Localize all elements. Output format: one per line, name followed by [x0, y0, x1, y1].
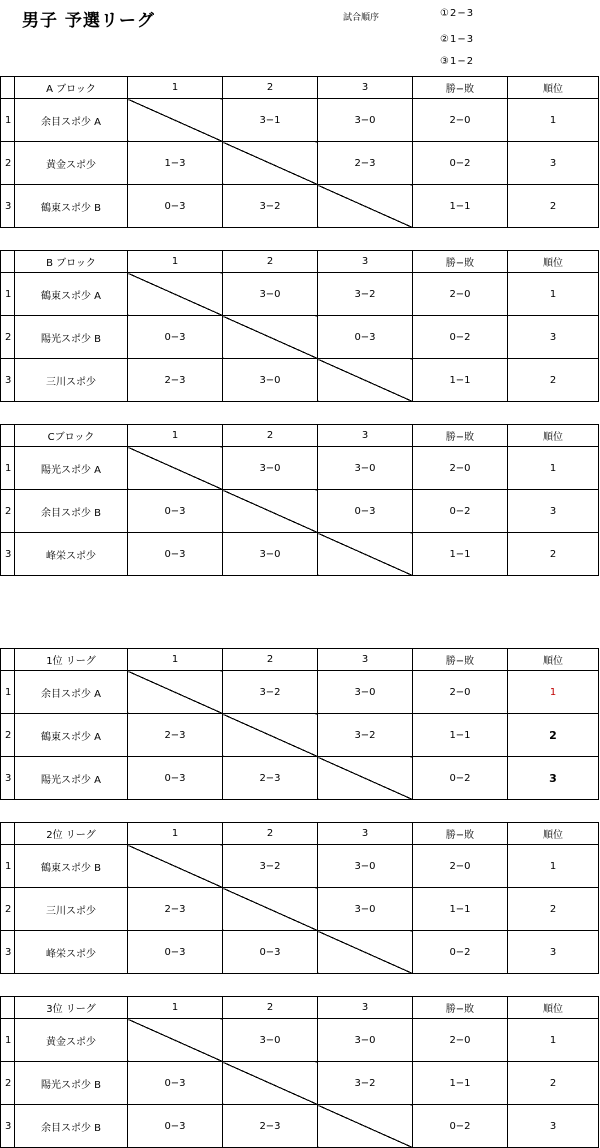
team-name: 三川スポ少	[15, 888, 128, 931]
table-header-row	[1, 997, 599, 1019]
block-name: 1位 リーグ	[15, 649, 128, 671]
league-block	[0, 250, 600, 402]
result-vs-1: 0−3	[128, 533, 223, 576]
win-loss: 0−2	[413, 931, 508, 974]
row-number: 3	[1, 359, 15, 402]
result-vs-1: 0−3	[128, 757, 223, 800]
column-header: 2	[223, 251, 318, 273]
win-loss: 1−1	[413, 888, 508, 931]
table-row	[1, 1019, 599, 1062]
column-header: 順位	[508, 823, 599, 845]
row-number: 1	[1, 273, 15, 316]
self-match-cell	[223, 714, 318, 757]
table-row	[1, 714, 599, 757]
team-name: 陽光スポ少 A	[15, 757, 128, 800]
result-vs-2: 2−3	[223, 1105, 318, 1148]
win-loss: 1−1	[413, 533, 508, 576]
result-vs-2: 3−2	[223, 185, 318, 228]
rank: 2	[508, 185, 599, 228]
result-vs-2: 3−0	[223, 1019, 318, 1062]
table-header-row	[1, 251, 599, 273]
table-row	[1, 845, 599, 888]
column-header: 1	[128, 997, 223, 1019]
self-match-cell	[223, 490, 318, 533]
self-match-cell	[223, 888, 318, 931]
self-match-cell	[223, 1062, 318, 1105]
result-vs-2: 3−0	[223, 273, 318, 316]
block-name: Cブロック	[15, 425, 128, 447]
block-name: A ブロック	[15, 77, 128, 99]
self-match-cell	[128, 1019, 223, 1062]
table-row	[1, 359, 599, 402]
column-header: 勝−敗	[413, 997, 508, 1019]
result-vs-1: 2−3	[128, 714, 223, 757]
rank: 2	[508, 533, 599, 576]
rank: 3	[508, 757, 599, 800]
row-number: 2	[1, 490, 15, 533]
self-match-cell	[318, 757, 413, 800]
win-loss: 0−2	[413, 142, 508, 185]
column-header: 3	[318, 77, 413, 99]
rank: 2	[508, 714, 599, 757]
team-name: 鶴東スポ少 A	[15, 273, 128, 316]
self-match-cell	[128, 845, 223, 888]
header-corner-cell	[1, 649, 15, 671]
match-order-label: 試合順序	[343, 13, 380, 23]
league-table	[0, 76, 599, 228]
row-number: 3	[1, 185, 15, 228]
win-loss: 1−1	[413, 714, 508, 757]
self-match-cell	[318, 533, 413, 576]
win-loss: 0−2	[413, 757, 508, 800]
row-number: 2	[1, 1062, 15, 1105]
league-block	[0, 822, 600, 974]
self-match-cell	[128, 273, 223, 316]
header-corner-cell	[1, 997, 15, 1019]
result-vs-1: 0−3	[128, 316, 223, 359]
result-vs-3: 3−0	[318, 888, 413, 931]
result-vs-3: 3−2	[318, 1062, 413, 1105]
win-loss: 2−0	[413, 273, 508, 316]
team-name: 余目スポ少 B	[15, 490, 128, 533]
match-order-1: ①2−3	[440, 8, 475, 19]
column-header: 2	[223, 649, 318, 671]
table-row	[1, 99, 599, 142]
team-name: 鶴東スポ少 A	[15, 714, 128, 757]
league-block	[0, 648, 600, 800]
rank: 1	[508, 447, 599, 490]
column-header: 3	[318, 649, 413, 671]
column-header: 1	[128, 823, 223, 845]
column-header: 1	[128, 425, 223, 447]
column-header: 勝−敗	[413, 425, 508, 447]
row-number: 2	[1, 714, 15, 757]
rank: 1	[508, 273, 599, 316]
result-vs-3: 3−0	[318, 1019, 413, 1062]
column-header: 順位	[508, 649, 599, 671]
match-order-3: ③1−2	[440, 56, 475, 67]
self-match-cell	[318, 185, 413, 228]
result-vs-2: 2−3	[223, 757, 318, 800]
column-header: 1	[128, 649, 223, 671]
result-vs-2: 3−2	[223, 845, 318, 888]
row-number: 2	[1, 142, 15, 185]
self-match-cell	[128, 99, 223, 142]
league-table	[0, 822, 599, 974]
result-vs-3: 3−0	[318, 447, 413, 490]
column-header: 順位	[508, 77, 599, 99]
row-number: 3	[1, 757, 15, 800]
block-name: 2位 リーグ	[15, 823, 128, 845]
column-header: 勝−敗	[413, 251, 508, 273]
table-row	[1, 316, 599, 359]
column-header: 3	[318, 425, 413, 447]
rank: 1	[508, 1019, 599, 1062]
result-vs-1: 1−3	[128, 142, 223, 185]
result-vs-2: 3−1	[223, 99, 318, 142]
team-name: 余目スポ少 B	[15, 1105, 128, 1148]
column-header: 1	[128, 251, 223, 273]
result-vs-2: 0−3	[223, 931, 318, 974]
table-row	[1, 447, 599, 490]
win-loss: 0−2	[413, 1105, 508, 1148]
column-header: 2	[223, 823, 318, 845]
self-match-cell	[318, 359, 413, 402]
rank: 3	[508, 931, 599, 974]
team-name: 黄金スポ少	[15, 142, 128, 185]
header-corner-cell	[1, 251, 15, 273]
column-header: 順位	[508, 425, 599, 447]
table-row	[1, 142, 599, 185]
rank: 2	[508, 359, 599, 402]
match-order-2: ②1−3	[440, 34, 475, 45]
table-row	[1, 273, 599, 316]
table-row	[1, 1062, 599, 1105]
team-name: 三川スポ少	[15, 359, 128, 402]
rank: 3	[508, 1105, 599, 1148]
table-row	[1, 757, 599, 800]
table-header-row	[1, 649, 599, 671]
row-number: 1	[1, 1019, 15, 1062]
result-vs-3: 3−2	[318, 714, 413, 757]
header-corner-cell	[1, 77, 15, 99]
column-header: 順位	[508, 997, 599, 1019]
table-header-row	[1, 77, 599, 99]
self-match-cell	[128, 447, 223, 490]
row-number: 1	[1, 447, 15, 490]
result-vs-1: 2−3	[128, 888, 223, 931]
header-corner-cell	[1, 823, 15, 845]
result-vs-1: 0−3	[128, 490, 223, 533]
row-number: 2	[1, 888, 15, 931]
result-vs-2: 3−0	[223, 359, 318, 402]
rank: 3	[508, 316, 599, 359]
rank: 3	[508, 490, 599, 533]
team-name: 余目スポ少 A	[15, 99, 128, 142]
result-vs-3: 3−0	[318, 99, 413, 142]
result-vs-1: 2−3	[128, 359, 223, 402]
win-loss: 2−0	[413, 1019, 508, 1062]
self-match-cell	[223, 316, 318, 359]
header-corner-cell	[1, 425, 15, 447]
team-name: 陽光スポ少 A	[15, 447, 128, 490]
column-header: 2	[223, 425, 318, 447]
table-header-row	[1, 823, 599, 845]
table-row	[1, 533, 599, 576]
result-vs-1: 0−3	[128, 185, 223, 228]
column-header: 1	[128, 77, 223, 99]
result-vs-2: 3−0	[223, 533, 318, 576]
team-name: 黄金スポ少	[15, 1019, 128, 1062]
column-header: 勝−敗	[413, 77, 508, 99]
block-name: B ブロック	[15, 251, 128, 273]
row-number: 1	[1, 671, 15, 714]
league-block	[0, 424, 600, 576]
league-table	[0, 250, 599, 402]
column-header: 2	[223, 997, 318, 1019]
result-vs-3: 3−0	[318, 671, 413, 714]
team-name: 鶴東スポ少 B	[15, 845, 128, 888]
row-number: 1	[1, 845, 15, 888]
league-block	[0, 996, 600, 1148]
column-header: 3	[318, 251, 413, 273]
league-table	[0, 424, 599, 576]
team-name: 陽光スポ少 B	[15, 316, 128, 359]
result-vs-3: 3−0	[318, 845, 413, 888]
rank: 3	[508, 142, 599, 185]
row-number: 3	[1, 931, 15, 974]
rank: 1	[508, 671, 599, 714]
column-header: 2	[223, 77, 318, 99]
row-number: 3	[1, 533, 15, 576]
team-name: 鶴東スポ少 B	[15, 185, 128, 228]
result-vs-1: 0−3	[128, 1105, 223, 1148]
row-number: 1	[1, 99, 15, 142]
result-vs-3: 0−3	[318, 490, 413, 533]
page-title: 男子 予選リーグ	[22, 11, 155, 31]
table-row	[1, 490, 599, 533]
rank: 2	[508, 888, 599, 931]
column-header: 3	[318, 823, 413, 845]
league-block	[0, 76, 600, 228]
win-loss: 2−0	[413, 845, 508, 888]
win-loss: 2−0	[413, 671, 508, 714]
row-number: 3	[1, 1105, 15, 1148]
result-vs-2: 3−2	[223, 671, 318, 714]
self-match-cell	[318, 1105, 413, 1148]
win-loss: 1−1	[413, 1062, 508, 1105]
league-table	[0, 996, 599, 1148]
result-vs-3: 2−3	[318, 142, 413, 185]
win-loss: 1−1	[413, 359, 508, 402]
win-loss: 1−1	[413, 185, 508, 228]
column-header: 3	[318, 997, 413, 1019]
column-header: 順位	[508, 251, 599, 273]
rank: 1	[508, 845, 599, 888]
win-loss: 2−0	[413, 447, 508, 490]
result-vs-2: 3−0	[223, 447, 318, 490]
win-loss: 2−0	[413, 99, 508, 142]
rank: 1	[508, 99, 599, 142]
win-loss: 0−2	[413, 316, 508, 359]
result-vs-3: 0−3	[318, 316, 413, 359]
table-row	[1, 888, 599, 931]
column-header: 勝−敗	[413, 649, 508, 671]
block-name: 3位 リーグ	[15, 997, 128, 1019]
table-row	[1, 931, 599, 974]
table-row	[1, 1105, 599, 1148]
team-name: 陽光スポ少 B	[15, 1062, 128, 1105]
rank: 2	[508, 1062, 599, 1105]
table-row	[1, 185, 599, 228]
league-table	[0, 648, 599, 800]
team-name: 余目スポ少 A	[15, 671, 128, 714]
table-header-row	[1, 425, 599, 447]
team-name: 峰栄スポ少	[15, 931, 128, 974]
row-number: 2	[1, 316, 15, 359]
self-match-cell	[223, 142, 318, 185]
column-header: 勝−敗	[413, 823, 508, 845]
result-vs-3: 3−2	[318, 273, 413, 316]
win-loss: 0−2	[413, 490, 508, 533]
result-vs-1: 0−3	[128, 931, 223, 974]
self-match-cell	[128, 671, 223, 714]
result-vs-1: 0−3	[128, 1062, 223, 1105]
self-match-cell	[318, 931, 413, 974]
team-name: 峰栄スポ少	[15, 533, 128, 576]
table-row	[1, 671, 599, 714]
